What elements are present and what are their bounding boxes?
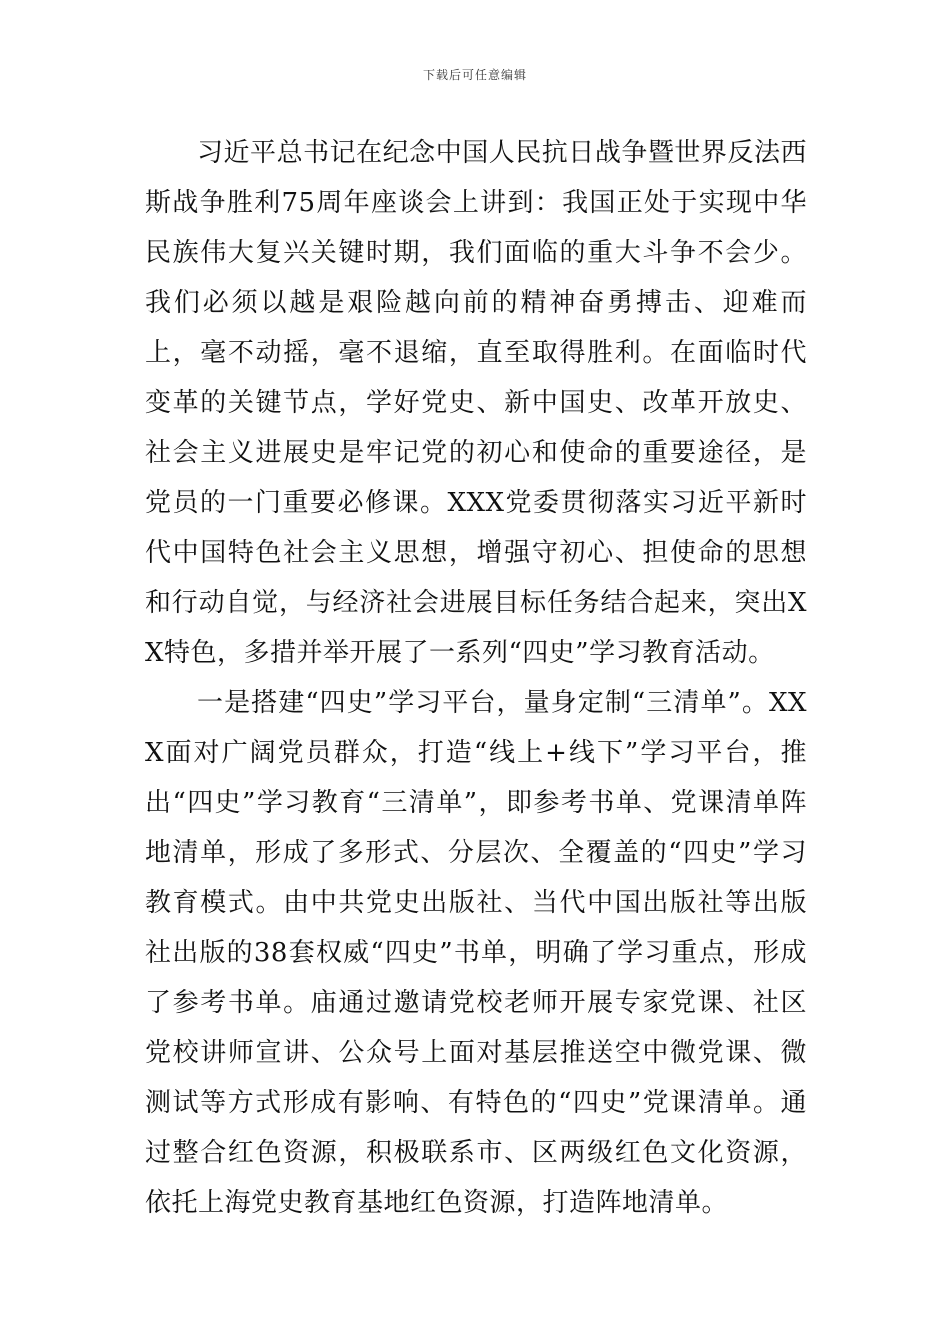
- page-header: 下载后可任意编辑: [422, 68, 527, 82]
- paragraph-study-platform: 一是搭建“四史”学习平台，量身定制“三清单”。XXX面对广阔党员群众，打造“线上+线下”学习平台，推出“四史”学习教育“三清单”，即参考书单、党课清单阵地清单，形成了多形式、分层次、全覆盖的“四史”学习教育模式。由中共党史出版社、当代中国出版社等出版社出版的38套权威“四史”书单，明确了学习重点，形成了参考书单。庙通过邀请党校老师开展专家党课、社区党校讲师宣讲、公众号上面对基层推送空中微党课、微测试等方式形成有影响、有特色的“四史”党课清单。通过整合红色资源，积极联系市、区两级红色文化资源，依托上海党史教育基地红色资源，打造阵地清单。: [145, 688, 807, 1218]
- document-body: [145, 128, 807, 1228]
- paragraph-intro: 习近平总书记在纪念中国人民抗日战争暨世界反法西斯战争胜利75周年座谈会上讲到：我国正处于实现中华民族伟大复兴关键时期，我们面临的重大斗争不会少。我们必须以越是艰险越向前的精神奋勇搏击、迎难而上，毫不动摇，毫不退缩，直至取得胜利。在面临时代变革的关键节点，学好党史、新中国史、改革开放史、社会主义进展史是牢记党的初心和使命的重要途径，是党员的一门重要必修课。XXX党委贯彻落实习近平新时代中国特色社会主义思想，增强守初心、担使命的思想和行动自觉，与经济社会进展目标任务结合起来，突出XX特色，多措并举开展了一系列“四史”学习教育活动。: [145, 138, 807, 668]
